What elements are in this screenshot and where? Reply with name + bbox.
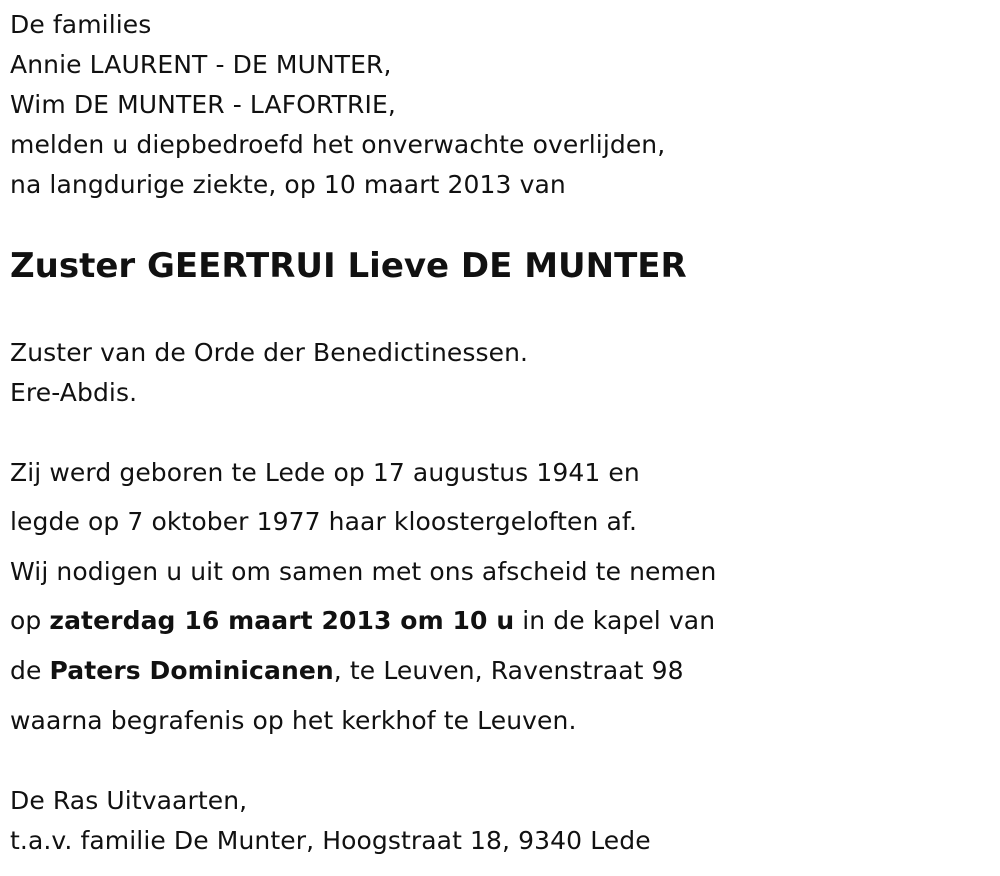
deceased-name: Zuster GEERTRUI Lieve DE MUNTER bbox=[10, 246, 687, 286]
location-pre: de bbox=[10, 656, 50, 685]
ceremony-post: in de kapel van bbox=[514, 606, 716, 635]
intro-families: De families bbox=[10, 10, 152, 39]
intro-family-1: Annie LAURENT - DE MUNTER, bbox=[10, 50, 392, 79]
intro-announcement: melden u diepbedroefd het onverwachte overlijden, bbox=[10, 130, 666, 159]
ceremony-date-bold: zaterdag 16 maart 2013 om 10 u bbox=[49, 606, 515, 635]
ceremony-location bbox=[10, 656, 684, 686]
intro-date: na langdurige ziekte, op 10 maart 2013 van bbox=[10, 170, 566, 199]
role-title: Ere-Abdis. bbox=[10, 378, 138, 407]
intro-family-2: Wim DE MUNTER - LAFORTRIE, bbox=[10, 90, 396, 119]
life-vows: legde op 7 oktober 1977 haar kloostergeloften af. bbox=[10, 507, 638, 536]
contact-address: t.a.v. familie De Munter, Hoogstraat 18, 9340 Lede bbox=[10, 826, 651, 855]
role-order: Zuster van de Orde der Benedictinessen. bbox=[10, 338, 529, 367]
location-post: , te Leuven, Ravenstraat 98 bbox=[333, 656, 684, 685]
ceremony-pre: op bbox=[10, 606, 50, 635]
ceremony-datetime bbox=[10, 606, 715, 636]
burial: waarna begrafenis op het kerkhof te Leuven. bbox=[10, 706, 577, 735]
contact-funeral-home: De Ras Uitvaarten, bbox=[10, 786, 248, 815]
life-birth: Zij werd geboren te Lede op 17 augustus 1941 en bbox=[10, 458, 640, 487]
location-bold: Paters Dominicanen bbox=[49, 656, 334, 685]
invitation: Wij nodigen u uit om samen met ons afscheid te nemen bbox=[10, 557, 717, 586]
